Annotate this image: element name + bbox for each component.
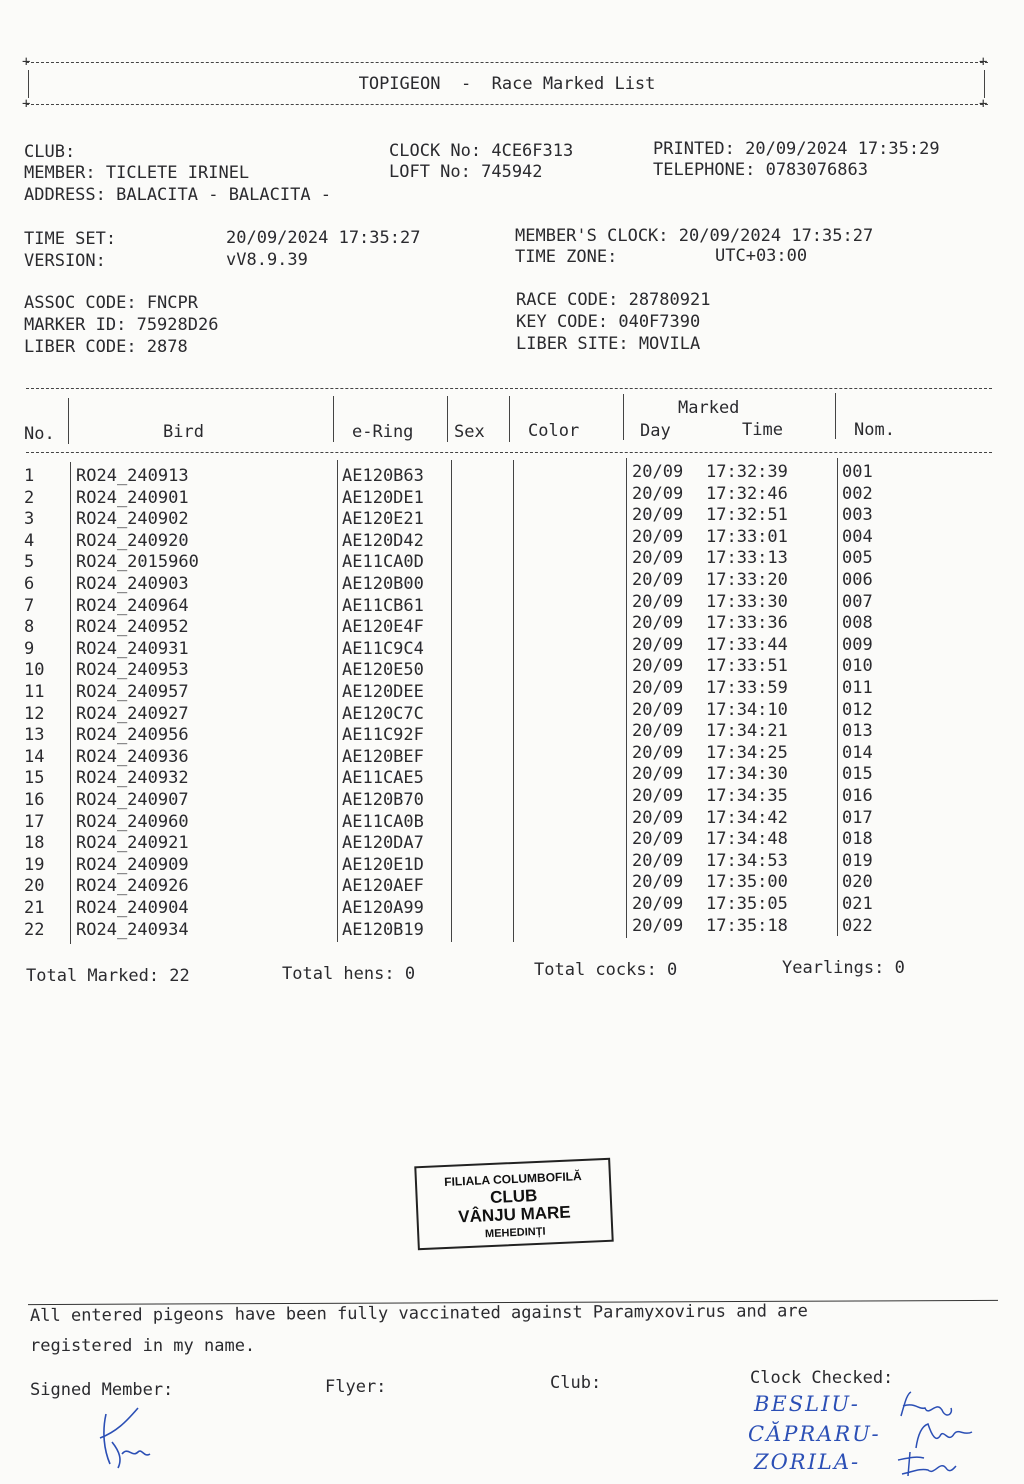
- cell-bird: RO24_240902: [76, 509, 189, 530]
- printed-datetime: PRINTED: 20/09/2024 17:35:29: [653, 139, 940, 159]
- cell-time: 17:34:42: [706, 807, 788, 828]
- title-bottom-rule: [26, 104, 988, 105]
- cell-time: 17:33:01: [706, 526, 788, 547]
- cell-ering: AE11CAE5: [342, 768, 424, 789]
- header-marked: Marked: [678, 398, 740, 418]
- cell-bird: RO24_240956: [76, 725, 189, 746]
- cell-day: 20/09: [632, 850, 684, 871]
- cell-ering: AE120B00: [342, 574, 424, 594]
- cell-bird: RO24_240960: [76, 811, 189, 832]
- checker-name-1: BESLIU-: [754, 1392, 860, 1416]
- marker-id: MARKER ID: 75928D26: [24, 315, 219, 335]
- total-marked: Total Marked: 22: [26, 966, 190, 986]
- stamp-line3: VÂNJU MARE: [457, 1202, 572, 1227]
- cell-nom: 009: [842, 634, 873, 655]
- cell-no: 4: [24, 530, 35, 551]
- cell-bird: RO24_240953: [76, 660, 189, 681]
- cell-day: 20/09: [632, 829, 684, 850]
- time-zone-label: TIME ZONE:: [515, 247, 618, 267]
- cell-time: 17:32:39: [706, 462, 788, 482]
- cell-day: 20/09: [632, 613, 684, 634]
- yearlings: Yearlings: 0: [782, 958, 905, 978]
- cell-bird: RO24_240913: [76, 466, 189, 486]
- cell-no: 6: [24, 574, 35, 594]
- cell-time: 17:35:18: [706, 915, 788, 936]
- cell-bird: RO24_240926: [76, 876, 189, 897]
- time-zone-value: UTC+03:00: [715, 246, 808, 266]
- cell-nom: 015: [842, 764, 873, 785]
- header-day: Day: [640, 421, 671, 441]
- cell-ering: AE120DA7: [342, 833, 424, 854]
- cell-ering: AE11CA0D: [342, 552, 424, 573]
- cell-bird: RO24_240903: [76, 574, 189, 594]
- version-value: vV8.9.39: [226, 250, 308, 270]
- header-color: Color: [528, 421, 580, 441]
- cell-bird: RO24_240920: [76, 530, 189, 551]
- cell-day: 20/09: [632, 526, 684, 547]
- flyer-label: Flyer:: [325, 1377, 387, 1397]
- club-label-footer: Club:: [550, 1373, 602, 1393]
- title-top-rule: [26, 62, 988, 63]
- time-set-label: TIME SET:: [24, 229, 117, 249]
- cell-time: 17:34:30: [706, 764, 788, 785]
- col-sep: [623, 394, 624, 440]
- col-sep: [70, 462, 71, 944]
- cell-day: 20/09: [632, 721, 684, 742]
- col-sep: [626, 458, 627, 938]
- cell-ering: AE120E1D: [342, 854, 424, 875]
- col-sep: [447, 396, 448, 442]
- cell-no: 21: [24, 898, 45, 918]
- cell-day: 20/09: [632, 591, 684, 612]
- checker-signature-3: [894, 1446, 958, 1482]
- cell-bird: RO24_240909: [76, 854, 189, 875]
- cell-ering: AE120DEE: [342, 682, 424, 702]
- header-ering: e-Ring: [352, 422, 414, 442]
- col-sep: [513, 460, 514, 942]
- members-clock: MEMBER'S CLOCK: 20/09/2024 17:35:27: [515, 226, 874, 246]
- header-nom: Nom.: [854, 420, 895, 440]
- cell-bird: RO24_240907: [76, 790, 189, 810]
- telephone: TELEPHONE: 0783076863: [653, 160, 868, 180]
- cell-nom: 017: [842, 807, 873, 828]
- cell-bird: RO24_240957: [76, 682, 189, 702]
- cell-bird: RO24_240904: [76, 898, 189, 918]
- assoc-code: ASSOC CODE: FNCPR: [24, 293, 198, 313]
- cell-ering: AE120A99: [342, 898, 424, 918]
- table-top-rule: [26, 388, 992, 389]
- cell-ering: AE120E4F: [342, 617, 424, 638]
- cell-time: 17:34:48: [706, 829, 788, 850]
- member-signature: [92, 1402, 164, 1472]
- cell-ering: AE120DE1: [342, 487, 424, 508]
- cell-time: 17:35:00: [706, 872, 788, 893]
- cell-no: 18: [24, 833, 45, 854]
- col-sep: [509, 396, 510, 442]
- cell-time: 17:35:05: [706, 894, 788, 914]
- liber-site: LIBER SITE: MOVILA: [516, 334, 701, 354]
- loft-no: LOFT No: 745942: [389, 162, 543, 182]
- cell-no: 5: [24, 552, 35, 573]
- cell-no: 17: [24, 811, 45, 832]
- cell-no: 9: [24, 638, 35, 659]
- key-code: KEY CODE: 040F7390: [516, 312, 701, 332]
- cell-day: 20/09: [632, 570, 684, 590]
- cell-nom: 007: [842, 591, 873, 612]
- cell-bird: RO24_240964: [76, 595, 189, 616]
- col-sep: [68, 398, 69, 444]
- header-bird: Bird: [163, 422, 204, 442]
- cell-ering: AE11C9C4: [342, 638, 424, 659]
- cell-bird: RO24_240921: [76, 833, 189, 854]
- total-hens: Total hens: 0: [282, 964, 416, 984]
- cell-bird: RO24_240932: [76, 768, 189, 789]
- cell-ering: AE120BEF: [342, 746, 424, 767]
- cell-bird: RO24_240927: [76, 703, 189, 724]
- club-stamp: [414, 1158, 613, 1250]
- cell-ering: AE11CB61: [342, 595, 424, 616]
- cell-nom: 016: [842, 786, 873, 806]
- cell-no: 11: [24, 682, 45, 702]
- cell-time: 17:34:21: [706, 721, 788, 742]
- page-title: TOPIGEON - Race Marked List: [358, 74, 656, 94]
- cell-time: 17:34:35: [706, 786, 788, 806]
- cell-nom: 008: [842, 613, 873, 634]
- cell-ering: AE120C7C: [342, 703, 424, 724]
- cell-nom: 022: [842, 915, 873, 936]
- cell-bird: RO24_240931: [76, 638, 189, 659]
- cell-ering: AE120AEF: [342, 876, 424, 897]
- cell-nom: 006: [842, 570, 873, 590]
- header-no: No.: [24, 424, 55, 444]
- cell-day: 20/09: [632, 872, 684, 893]
- cell-ering: AE120B19: [342, 919, 424, 940]
- cell-day: 20/09: [632, 915, 684, 936]
- cell-bird: RO24_2015960: [76, 552, 199, 573]
- checker-name-2: CĂPRARU-: [748, 1422, 881, 1446]
- cell-day: 20/09: [632, 678, 684, 698]
- cell-day: 20/09: [632, 656, 684, 677]
- cell-nom: 012: [842, 699, 873, 720]
- total-cocks: Total cocks: 0: [534, 960, 678, 980]
- cell-time: 17:32:51: [706, 505, 788, 526]
- cell-nom: 010: [842, 656, 873, 677]
- cell-no: 16: [24, 790, 45, 810]
- cell-time: 17:34:10: [706, 699, 788, 720]
- cell-bird: RO24_240901: [76, 487, 189, 508]
- stamp-line2: CLUB: [489, 1185, 538, 1208]
- cell-nom: 019: [842, 850, 873, 871]
- race-code: RACE CODE: 28780921: [516, 290, 711, 310]
- cell-no: 1: [24, 466, 35, 486]
- col-sep: [835, 393, 836, 439]
- cell-no: 22: [24, 919, 45, 940]
- cell-ering: AE120B70: [342, 790, 424, 810]
- cell-ering: AE120D42: [342, 530, 424, 551]
- cell-day: 20/09: [632, 548, 684, 569]
- declaration-line1: All entered pigeons have been fully vaccinated against Paramyxovirus and are: [29, 1301, 808, 1326]
- cell-time: 17:34:53: [706, 850, 788, 871]
- cell-no: 8: [24, 617, 35, 638]
- cell-no: 15: [24, 768, 45, 789]
- cell-no: 19: [24, 854, 45, 875]
- cell-day: 20/09: [632, 894, 684, 914]
- cell-bird: RO24_240934: [76, 919, 189, 940]
- cell-day: 20/09: [632, 807, 684, 828]
- cell-time: 17:33:44: [706, 634, 788, 655]
- corner-plus: +: [979, 54, 988, 70]
- cell-day: 20/09: [632, 505, 684, 526]
- cell-time: 17:32:46: [706, 483, 788, 504]
- member-line: MEMBER: TICLETE IRINEL: [24, 163, 250, 183]
- cell-ering: AE120E50: [342, 660, 424, 681]
- cell-day: 20/09: [632, 634, 684, 655]
- cell-bird: RO24_240936: [76, 746, 189, 767]
- cell-ering: AE11C92F: [342, 725, 424, 746]
- clock-checked-label: Clock Checked:: [750, 1368, 894, 1388]
- cell-ering: AE120E21: [342, 509, 424, 530]
- col-sep: [451, 460, 452, 942]
- signed-member-label: Signed Member:: [30, 1380, 174, 1400]
- cell-day: 20/09: [632, 699, 684, 720]
- club-label: CLUB:: [24, 142, 76, 162]
- col-sep: [337, 460, 338, 942]
- cell-nom: 021: [842, 894, 873, 914]
- cell-nom: 014: [842, 742, 873, 763]
- cell-time: 17:33:13: [706, 548, 788, 569]
- title-box: [22, 54, 988, 112]
- cell-time: 17:33:30: [706, 591, 788, 612]
- cell-no: 20: [24, 876, 45, 897]
- cell-nom: 020: [842, 872, 873, 893]
- cell-time: 17:34:25: [706, 742, 788, 763]
- cell-nom: 005: [842, 548, 873, 569]
- stamp-line1: FILIALA COLUMBOFILĂ: [443, 1169, 582, 1190]
- corner-plus: +: [979, 96, 988, 112]
- table-header-rule: [26, 452, 992, 453]
- cell-day: 20/09: [632, 786, 684, 806]
- cell-day: 20/09: [632, 462, 684, 482]
- liber-code: LIBER CODE: 2878: [24, 337, 188, 357]
- clock-no: CLOCK No: 4CE6F313: [389, 141, 574, 161]
- stamp-line4: MEHEDINȚI: [484, 1225, 546, 1241]
- cell-time: 17:33:59: [706, 678, 788, 698]
- cell-no: 7: [24, 595, 35, 616]
- cell-day: 20/09: [632, 483, 684, 504]
- cell-day: 20/09: [632, 742, 684, 763]
- cell-nom: 002: [842, 483, 873, 504]
- cell-time: 17:33:51: [706, 656, 788, 677]
- checker-name-3: ZORILA-: [754, 1450, 861, 1474]
- cell-no: 3: [24, 509, 35, 530]
- cell-no: 12: [24, 703, 45, 724]
- cell-nom: 013: [842, 721, 873, 742]
- cell-no: 10: [24, 660, 45, 681]
- cell-nom: 011: [842, 678, 873, 698]
- declaration-line2: registered in my name.: [30, 1336, 256, 1356]
- corner-plus: +: [22, 96, 31, 112]
- col-sep: [837, 458, 838, 936]
- cell-ering: AE11CA0B: [342, 811, 424, 832]
- cell-time: 17:33:20: [706, 570, 788, 590]
- time-set-value: 20/09/2024 17:35:27: [226, 228, 421, 248]
- cell-time: 17:33:36: [706, 613, 788, 634]
- version-label: VERSION:: [24, 251, 106, 271]
- cell-ering: AE120B63: [342, 466, 424, 486]
- header-time: Time: [742, 420, 783, 440]
- corner-plus: +: [22, 54, 31, 70]
- cell-nom: 003: [842, 505, 873, 526]
- cell-no: 14: [24, 746, 45, 767]
- cell-nom: 018: [842, 829, 873, 850]
- cell-day: 20/09: [632, 764, 684, 785]
- address-line: ADDRESS: BALACITA - BALACITA -: [24, 185, 332, 205]
- cell-no: 2: [24, 487, 35, 508]
- cell-bird: RO24_240952: [76, 617, 189, 638]
- col-sep: [333, 396, 334, 442]
- cell-no: 13: [24, 725, 45, 746]
- cell-nom: 001: [842, 462, 873, 482]
- header-sex: Sex: [454, 422, 485, 442]
- cell-nom: 004: [842, 526, 873, 547]
